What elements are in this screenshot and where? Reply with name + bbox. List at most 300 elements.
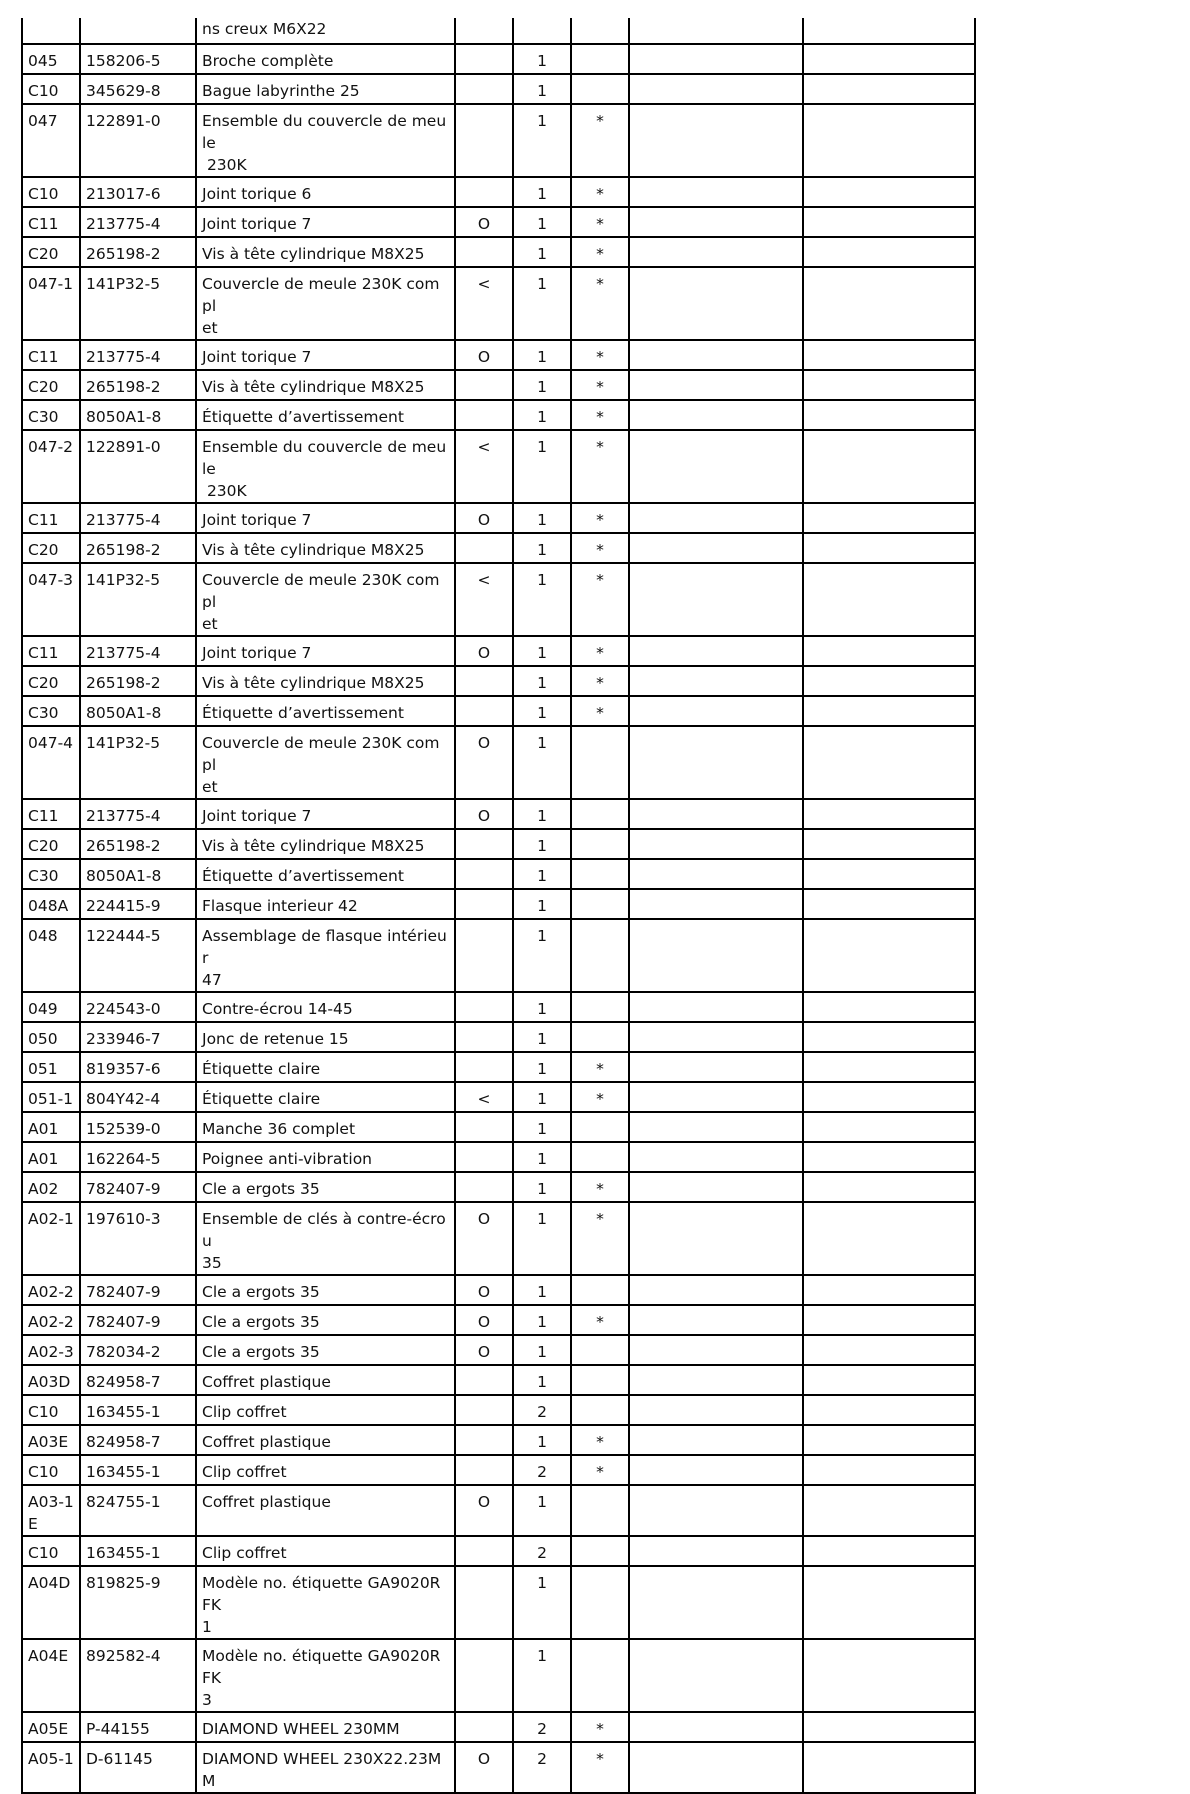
blank-cell-1 [629,1455,803,1485]
note-cell [571,1536,629,1566]
blank-cell-1 [629,666,803,696]
item-no-cell: A03-1 E [22,1485,80,1536]
blank-cell-2 [803,1395,975,1425]
note-cell: * [571,1712,629,1742]
description-cell: Vis à tête cylindrique M8X25 [196,829,455,859]
quantity-cell: 1 [513,1566,571,1639]
note-cell [571,1142,629,1172]
mark-cell [455,1712,513,1742]
table-row [22,889,975,919]
note-cell [571,1112,629,1142]
blank-cell-2 [803,1536,975,1566]
description-cell: Flasque interieur 42 [196,889,455,919]
note-cell [571,1485,629,1536]
mark-cell: < [455,267,513,340]
description-cell: Ensemble de clés à contre-écrou 35 [196,1202,455,1275]
quantity-cell: 2 [513,1455,571,1485]
description-cell: Couvercle de meule 230K compl et [196,267,455,340]
table-row [22,636,975,666]
item-no-cell: 045 [22,44,80,74]
note-cell [571,799,629,829]
item-no-cell: 047-1 [22,267,80,340]
description-cell: Coffret plastique [196,1425,455,1455]
note-cell: * [571,1082,629,1112]
blank-cell-1 [629,1305,803,1335]
description-cell: ns creux M6X22 [196,18,455,44]
part-no-cell: 8050A1-8 [80,400,196,430]
quantity-cell: 1 [513,430,571,503]
table-row [22,1142,975,1172]
item-no-cell: 047-4 [22,726,80,799]
part-no-cell: 162264-5 [80,1142,196,1172]
quantity-cell: 1 [513,1425,571,1455]
quantity-cell: 1 [513,1639,571,1712]
note-cell: * [571,177,629,207]
mark-cell [455,696,513,726]
description-cell: Étiquette d’avertissement [196,859,455,889]
blank-cell-2 [803,1022,975,1052]
item-no-cell: C20 [22,829,80,859]
part-no-cell: 8050A1-8 [80,696,196,726]
blank-cell-2 [803,799,975,829]
blank-cell-1 [629,696,803,726]
note-cell [571,859,629,889]
table-row [22,1022,975,1052]
blank-cell-1 [629,1712,803,1742]
mark-cell: < [455,430,513,503]
blank-cell-1 [629,1742,803,1793]
blank-cell-1 [629,889,803,919]
item-no-cell: 051 [22,1052,80,1082]
note-cell [571,1335,629,1365]
item-no-cell: A05E [22,1712,80,1742]
quantity-cell: 1 [513,1202,571,1275]
blank-cell-2 [803,1275,975,1305]
description-cell: Clip coffret [196,1395,455,1425]
table-row [22,1485,975,1536]
description-cell: Broche complète [196,44,455,74]
note-cell: * [571,237,629,267]
quantity-cell: 1 [513,370,571,400]
description-cell: Contre-écrou 14-45 [196,992,455,1022]
description-cell: Jonc de retenue 15 [196,1022,455,1052]
note-cell: * [571,533,629,563]
mark-cell [455,1536,513,1566]
note-cell [571,1639,629,1712]
note-cell: * [571,503,629,533]
quantity-cell: 1 [513,1335,571,1365]
description-cell: Assemblage de flasque intérieur 47 [196,919,455,992]
item-no-cell: A03D [22,1365,80,1395]
quantity-cell: 1 [513,1485,571,1536]
part-no-cell: 782034-2 [80,1335,196,1365]
description-cell: Poignee anti-vibration [196,1142,455,1172]
note-cell: * [571,370,629,400]
item-no-cell: A01 [22,1142,80,1172]
description-cell: Joint torique 7 [196,207,455,237]
quantity-cell: 1 [513,919,571,992]
item-no-cell: 047 [22,104,80,177]
description-cell: Ensemble du couvercle de meule 230K [196,104,455,177]
item-no-cell: A02-2 [22,1275,80,1305]
quantity-cell: 1 [513,1172,571,1202]
table-row [22,400,975,430]
description-cell: DIAMOND WHEEL 230X22.23MM [196,1742,455,1793]
blank-cell-1 [629,992,803,1022]
table-row [22,267,975,340]
table-row [22,1202,975,1275]
note-cell [571,1395,629,1425]
mark-cell [455,1455,513,1485]
mark-cell [455,1052,513,1082]
blank-cell-1 [629,1395,803,1425]
quantity-cell: 1 [513,1112,571,1142]
blank-cell-1 [629,1082,803,1112]
note-cell: * [571,340,629,370]
part-no-cell: 782407-9 [80,1305,196,1335]
blank-cell-2 [803,726,975,799]
part-no-cell: 213775-4 [80,636,196,666]
part-no-cell: 265198-2 [80,370,196,400]
part-no-cell: 819825-9 [80,1566,196,1639]
note-cell: * [571,696,629,726]
description-cell: Bague labyrinthe 25 [196,74,455,104]
blank-cell-1 [629,1485,803,1536]
mark-cell [455,1425,513,1455]
note-cell: * [571,666,629,696]
mark-cell [455,44,513,74]
note-cell [571,74,629,104]
quantity-cell [513,18,571,44]
note-cell [571,44,629,74]
item-no-cell [22,18,80,44]
mark-cell [455,1566,513,1639]
item-no-cell: C30 [22,696,80,726]
blank-cell-2 [803,400,975,430]
blank-cell-1 [629,1639,803,1712]
blank-cell-1 [629,74,803,104]
blank-cell-1 [629,726,803,799]
quantity-cell: 1 [513,74,571,104]
blank-cell-1 [629,636,803,666]
quantity-cell: 1 [513,992,571,1022]
blank-cell-2 [803,44,975,74]
mark-cell: O [455,636,513,666]
blank-cell-1 [629,1052,803,1082]
part-no-cell: 163455-1 [80,1395,196,1425]
item-no-cell: C11 [22,636,80,666]
note-cell: * [571,267,629,340]
quantity-cell: 1 [513,1082,571,1112]
blank-cell-2 [803,503,975,533]
blank-cell-1 [629,104,803,177]
part-no-cell: 122444-5 [80,919,196,992]
description-cell: Vis à tête cylindrique M8X25 [196,666,455,696]
blank-cell-1 [629,44,803,74]
blank-cell-2 [803,992,975,1022]
blank-cell-2 [803,636,975,666]
quantity-cell: 1 [513,340,571,370]
part-no-cell [80,18,196,44]
item-no-cell: A02 [22,1172,80,1202]
description-cell: Modèle no. étiquette GA9020RFK 3 [196,1639,455,1712]
mark-cell [455,177,513,207]
table-row [22,1425,975,1455]
mark-cell [455,237,513,267]
part-no-cell: P-44155 [80,1712,196,1742]
table-row [22,370,975,400]
table-row [22,1455,975,1485]
blank-cell-2 [803,919,975,992]
quantity-cell: 1 [513,503,571,533]
item-no-cell: C11 [22,340,80,370]
part-no-cell: 152539-0 [80,1112,196,1142]
blank-cell-2 [803,74,975,104]
part-no-cell: 804Y42-4 [80,1082,196,1112]
mark-cell: O [455,503,513,533]
mark-cell [455,919,513,992]
mark-cell: O [455,340,513,370]
blank-cell-2 [803,1202,975,1275]
blank-cell-1 [629,1335,803,1365]
item-no-cell: A04E [22,1639,80,1712]
note-cell: * [571,104,629,177]
mark-cell: O [455,726,513,799]
mark-cell: O [455,1305,513,1335]
mark-cell: O [455,1485,513,1536]
blank-cell-1 [629,829,803,859]
description-cell: Ensemble du couvercle de meule 230K [196,430,455,503]
table-row [22,1335,975,1365]
description-cell: Manche 36 complet [196,1112,455,1142]
blank-cell-2 [803,563,975,636]
mark-cell: O [455,799,513,829]
blank-cell-1 [629,400,803,430]
part-no-cell: 265198-2 [80,237,196,267]
note-cell: * [571,1742,629,1793]
item-no-cell: A02-3 [22,1335,80,1365]
blank-cell-2 [803,1566,975,1639]
note-cell: * [571,1305,629,1335]
blank-cell-2 [803,859,975,889]
quantity-cell: 2 [513,1395,571,1425]
description-cell: Clip coffret [196,1455,455,1485]
quantity-cell: 1 [513,1022,571,1052]
part-no-cell: 824958-7 [80,1425,196,1455]
mark-cell: O [455,1202,513,1275]
part-no-cell: 163455-1 [80,1455,196,1485]
blank-cell-2 [803,1712,975,1742]
part-no-cell: 8050A1-8 [80,859,196,889]
note-cell [571,829,629,859]
blank-cell-1 [629,1536,803,1566]
description-cell: Cle a ergots 35 [196,1335,455,1365]
item-no-cell: A01 [22,1112,80,1142]
blank-cell-1 [629,1112,803,1142]
table-row [22,503,975,533]
blank-cell-2 [803,18,975,44]
mark-cell: O [455,1335,513,1365]
mark-cell: < [455,563,513,636]
part-no-cell: 122891-0 [80,430,196,503]
part-no-cell: 122891-0 [80,104,196,177]
note-cell: * [571,430,629,503]
item-no-cell: C20 [22,666,80,696]
mark-cell: O [455,1275,513,1305]
part-no-cell: 141P32-5 [80,726,196,799]
mark-cell: < [455,1082,513,1112]
quantity-cell: 1 [513,1052,571,1082]
description-cell: Coffret plastique [196,1485,455,1536]
blank-cell-1 [629,563,803,636]
quantity-cell: 1 [513,666,571,696]
quantity-cell: 1 [513,1305,571,1335]
mark-cell [455,666,513,696]
parts-table [21,18,976,1794]
blank-cell-1 [629,1142,803,1172]
part-no-cell: 265198-2 [80,533,196,563]
quantity-cell: 1 [513,1142,571,1172]
blank-cell-2 [803,177,975,207]
note-cell [571,889,629,919]
blank-cell-1 [629,1566,803,1639]
quantity-cell: 1 [513,829,571,859]
blank-cell-2 [803,207,975,237]
mark-cell [455,1142,513,1172]
blank-cell-1 [629,1202,803,1275]
blank-cell-1 [629,799,803,829]
note-cell: * [571,207,629,237]
blank-cell-2 [803,1742,975,1793]
item-no-cell: C20 [22,237,80,267]
quantity-cell: 1 [513,237,571,267]
quantity-cell: 2 [513,1536,571,1566]
note-cell [571,1365,629,1395]
item-no-cell: C20 [22,370,80,400]
table-row [22,1639,975,1712]
quantity-cell: 1 [513,400,571,430]
item-no-cell: C10 [22,1395,80,1425]
mark-cell [455,18,513,44]
table-row [22,1112,975,1142]
blank-cell-2 [803,370,975,400]
item-no-cell: C11 [22,207,80,237]
blank-cell-1 [629,1275,803,1305]
table-row [22,1566,975,1639]
blank-cell-2 [803,1335,975,1365]
quantity-cell: 1 [513,533,571,563]
blank-cell-1 [629,18,803,44]
table-row [22,1742,975,1793]
part-no-cell: 233946-7 [80,1022,196,1052]
note-cell [571,1022,629,1052]
table-row [22,859,975,889]
description-cell: Joint torique 7 [196,636,455,666]
item-no-cell: C30 [22,859,80,889]
blank-cell-2 [803,1639,975,1712]
blank-cell-2 [803,533,975,563]
table-row [22,177,975,207]
description-cell: Vis à tête cylindrique M8X25 [196,370,455,400]
table-row [22,104,975,177]
part-no-cell: 213775-4 [80,799,196,829]
mark-cell [455,533,513,563]
blank-cell-2 [803,1082,975,1112]
blank-cell-2 [803,1425,975,1455]
blank-cell-2 [803,696,975,726]
quantity-cell: 1 [513,799,571,829]
description-cell: Vis à tête cylindrique M8X25 [196,533,455,563]
note-cell: * [571,1172,629,1202]
part-no-cell: 213775-4 [80,503,196,533]
description-cell: Cle a ergots 35 [196,1275,455,1305]
mark-cell: O [455,1742,513,1793]
description-cell: DIAMOND WHEEL 230MM [196,1712,455,1742]
mark-cell [455,400,513,430]
mark-cell [455,829,513,859]
quantity-cell: 1 [513,889,571,919]
table-row [22,1275,975,1305]
table-row [22,1365,975,1395]
quantity-cell: 1 [513,207,571,237]
item-no-cell: C10 [22,1455,80,1485]
table-row [22,799,975,829]
note-cell: * [571,400,629,430]
item-no-cell: 047-3 [22,563,80,636]
description-cell: Étiquette claire [196,1082,455,1112]
part-no-cell: 224543-0 [80,992,196,1022]
quantity-cell: 1 [513,44,571,74]
note-cell: * [571,563,629,636]
table-row [22,340,975,370]
part-no-cell: 141P32-5 [80,563,196,636]
mark-cell [455,992,513,1022]
quantity-cell: 1 [513,1365,571,1395]
table-row [22,666,975,696]
description-cell: Couvercle de meule 230K compl et [196,726,455,799]
table-row [22,237,975,267]
blank-cell-2 [803,1485,975,1536]
quantity-cell: 2 [513,1742,571,1793]
quantity-cell: 1 [513,726,571,799]
blank-cell-2 [803,1365,975,1395]
mark-cell [455,889,513,919]
blank-cell-2 [803,267,975,340]
blank-cell-1 [629,533,803,563]
blank-cell-2 [803,889,975,919]
item-no-cell: 048 [22,919,80,992]
blank-cell-1 [629,859,803,889]
part-no-cell: 782407-9 [80,1172,196,1202]
quantity-cell: 1 [513,563,571,636]
table-row [22,726,975,799]
part-no-cell: 345629-8 [80,74,196,104]
blank-cell-1 [629,177,803,207]
item-no-cell: A02-1 [22,1202,80,1275]
table-row [22,563,975,636]
table-row [22,1536,975,1566]
table-row [22,1712,975,1742]
table-row [22,1082,975,1112]
parts-list-sheet [21,18,976,1794]
description-cell: Étiquette d’avertissement [196,696,455,726]
part-no-cell: 782407-9 [80,1275,196,1305]
blank-cell-2 [803,1142,975,1172]
part-no-cell: 213775-4 [80,340,196,370]
note-cell [571,1566,629,1639]
blank-cell-1 [629,1425,803,1455]
blank-cell-2 [803,237,975,267]
